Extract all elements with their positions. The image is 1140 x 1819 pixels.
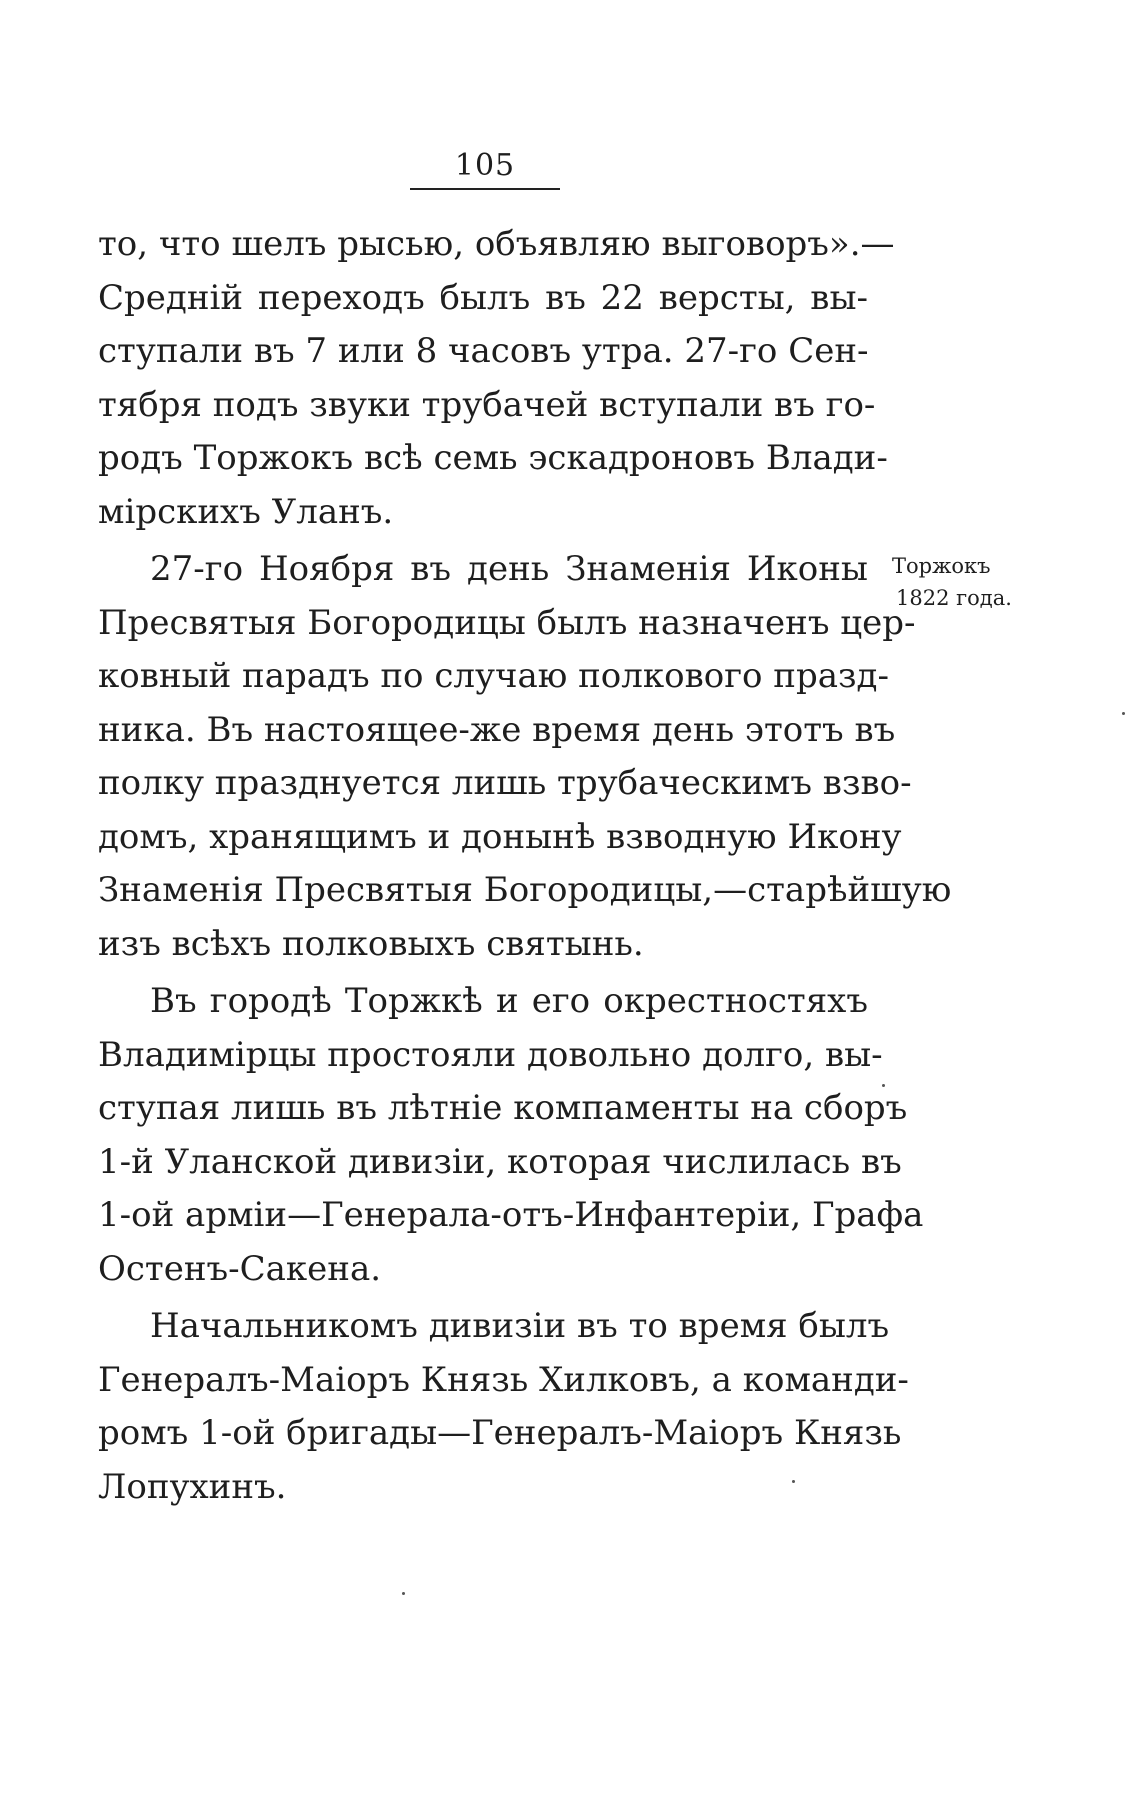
text-line: ромъ 1-ой бригады—Генералъ-Маiоръ Князь: [98, 1413, 902, 1453]
paper-speck: [1122, 712, 1125, 715]
paragraph-4: [98, 1300, 909, 1514]
text-line: 1-ой армiи—Генерала-отъ-Инфантерiи, Графа: [98, 1195, 924, 1235]
paragraph-1: [98, 218, 895, 539]
text-line: ника. Въ настоящее-же время день этотъ въ: [98, 709, 896, 750]
page-number-rule: [410, 188, 560, 190]
text-line: Знаменiя Пресвятыя Богородицы,—старѣйшую: [98, 870, 952, 910]
text-line: тября подъ звуки трубачей вступали въ го-: [98, 384, 876, 425]
body-text: [98, 218, 952, 1514]
text-line: ступали въ 7 или 8 часовъ утра. 27-го Сен-: [98, 331, 869, 371]
text-line: ступая лишь въ лѣтнiе компаменты на сборъ: [98, 1088, 908, 1128]
page-number: 105: [454, 148, 516, 183]
margin-note: [892, 550, 1012, 614]
text-line: Генералъ-Маiоръ Князь Хилковъ, а команди-: [98, 1359, 909, 1400]
text-line: Остенъ-Сакена.: [98, 1248, 382, 1289]
text-line: родъ Торжокъ всѣ семь эскадроновъ Влади-: [98, 438, 888, 478]
text-line: Пресвятыя Богородицы былъ назначенъ цер-: [98, 602, 916, 643]
text-line: Среднiй переходъ былъ въ 22 версты, вы-: [98, 277, 868, 318]
text-line: то, что шелъ рысью, объявляю выговоръ».—: [98, 224, 895, 264]
text-line: полку празднуется лишь трубаческимъ взво-: [98, 763, 912, 803]
margin-note-place: Торжокъ: [892, 554, 991, 578]
paper-speck: [882, 1084, 885, 1087]
text-line: домъ, хранящимъ и донынѣ взводную Икону: [98, 816, 902, 857]
text-line: Начальникомъ дивизiи въ то время былъ: [150, 1306, 890, 1346]
text-line: 27-го Ноября въ день Знаменiя Иконы: [150, 549, 868, 589]
text-line: Владимiрцы простояли довольно долго, вы-: [98, 1034, 883, 1075]
margin-note-year: 1822 года.: [896, 586, 1012, 610]
text-line: 1-й Уланской дивизiи, которая числилась въ: [98, 1141, 902, 1182]
paper-speck: [402, 1592, 405, 1595]
text-line: изъ всѣхъ полковыхъ святынь.: [98, 923, 644, 964]
text-line: ковный парадъ по случаю полкового празд-: [98, 656, 889, 696]
paragraph-3: [98, 975, 924, 1296]
text-line: мiрскихъ Уланъ.: [98, 491, 394, 532]
text-line: Въ городѣ Торжкѣ и его окрестностяхъ: [150, 981, 868, 1021]
text-line: Лопухинъ.: [98, 1466, 287, 1507]
paper-speck: [792, 1480, 795, 1483]
